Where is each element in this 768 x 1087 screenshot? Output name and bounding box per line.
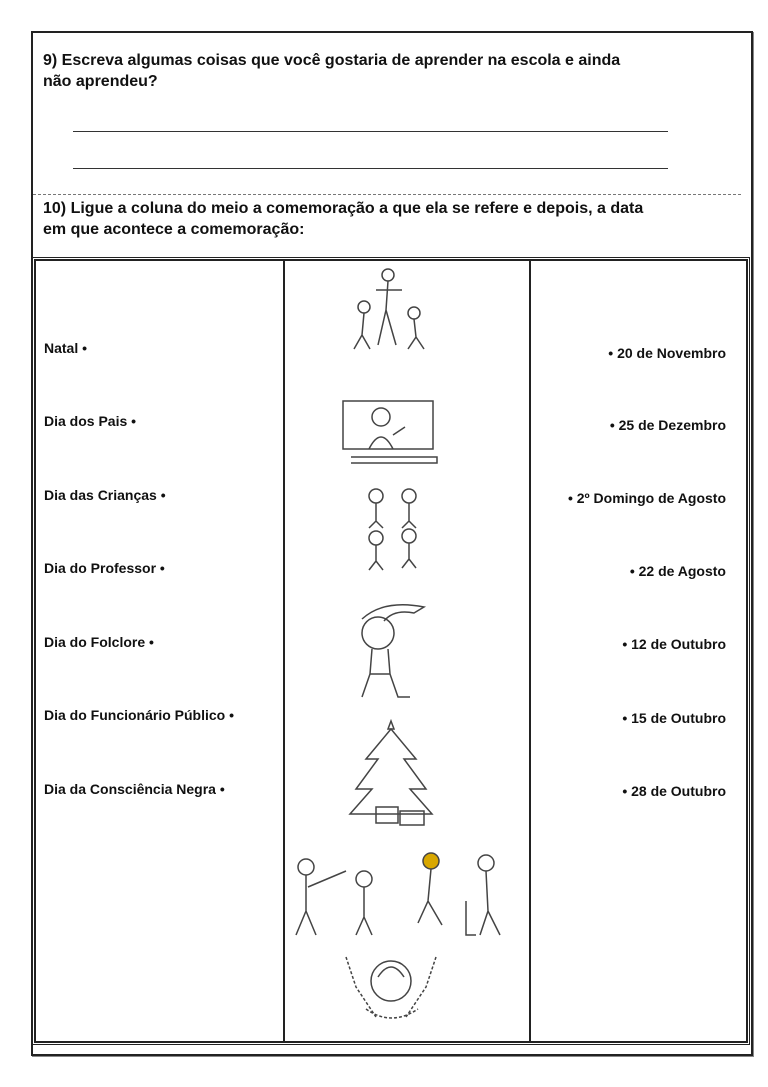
- answer-line-1[interactable]: [73, 131, 668, 132]
- question-10: [43, 198, 743, 240]
- question-9: [43, 50, 743, 92]
- father-children-image[interactable]: [336, 265, 441, 353]
- question-9-line-1: 9) Escreva algumas coisas que você gostaria de aprender na escola e ainda: [43, 52, 621, 69]
- question-9-line-2: não aprendeu?: [43, 73, 158, 90]
- question-10-line-2: em que acontece a comemoração:: [43, 221, 305, 238]
- celebration-label[interactable]: Dia do Folclore •: [44, 634, 154, 650]
- celebration-label[interactable]: Dia das Crianças •: [44, 487, 166, 503]
- column-divider: [529, 261, 531, 1041]
- date-label[interactable]: • 22 de Agosto: [629, 563, 726, 579]
- date-label[interactable]: • 2º Domingo de Agosto: [567, 490, 726, 506]
- answer-line-2[interactable]: [73, 168, 668, 169]
- celebration-label[interactable]: Dia do Funcionário Público •: [44, 707, 235, 723]
- celebration-label[interactable]: Dia do Professor •: [44, 560, 165, 576]
- column-divider: [283, 261, 285, 1041]
- freedom-man-image[interactable]: [336, 947, 446, 1039]
- date-label[interactable]: • 28 de Outubro: [622, 783, 726, 799]
- celebration-label[interactable]: Dia da Consciência Negra •: [44, 781, 225, 797]
- public-workers-image[interactable]: [286, 851, 526, 941]
- christmas-tree-image[interactable]: [346, 719, 436, 831]
- date-label[interactable]: • 12 de Outubro: [622, 636, 726, 652]
- date-label[interactable]: • 25 de Dezembro: [609, 417, 726, 433]
- matching-table: [34, 259, 748, 1043]
- section-divider: [33, 194, 741, 195]
- celebration-label[interactable]: Natal •: [44, 340, 88, 356]
- date-label[interactable]: • 20 de Novembro: [608, 345, 726, 361]
- folklore-character-image[interactable]: [354, 599, 434, 704]
- celebration-label[interactable]: Dia dos Pais •: [44, 413, 137, 429]
- date-label[interactable]: • 15 de Outubro: [622, 710, 726, 726]
- teacher-image[interactable]: [341, 399, 441, 469]
- question-10-line-1: 10) Ligue a coluna do meio a comemoração a que ela se refere e depois, a data: [43, 200, 644, 217]
- children-playing-image[interactable]: [361, 486, 426, 574]
